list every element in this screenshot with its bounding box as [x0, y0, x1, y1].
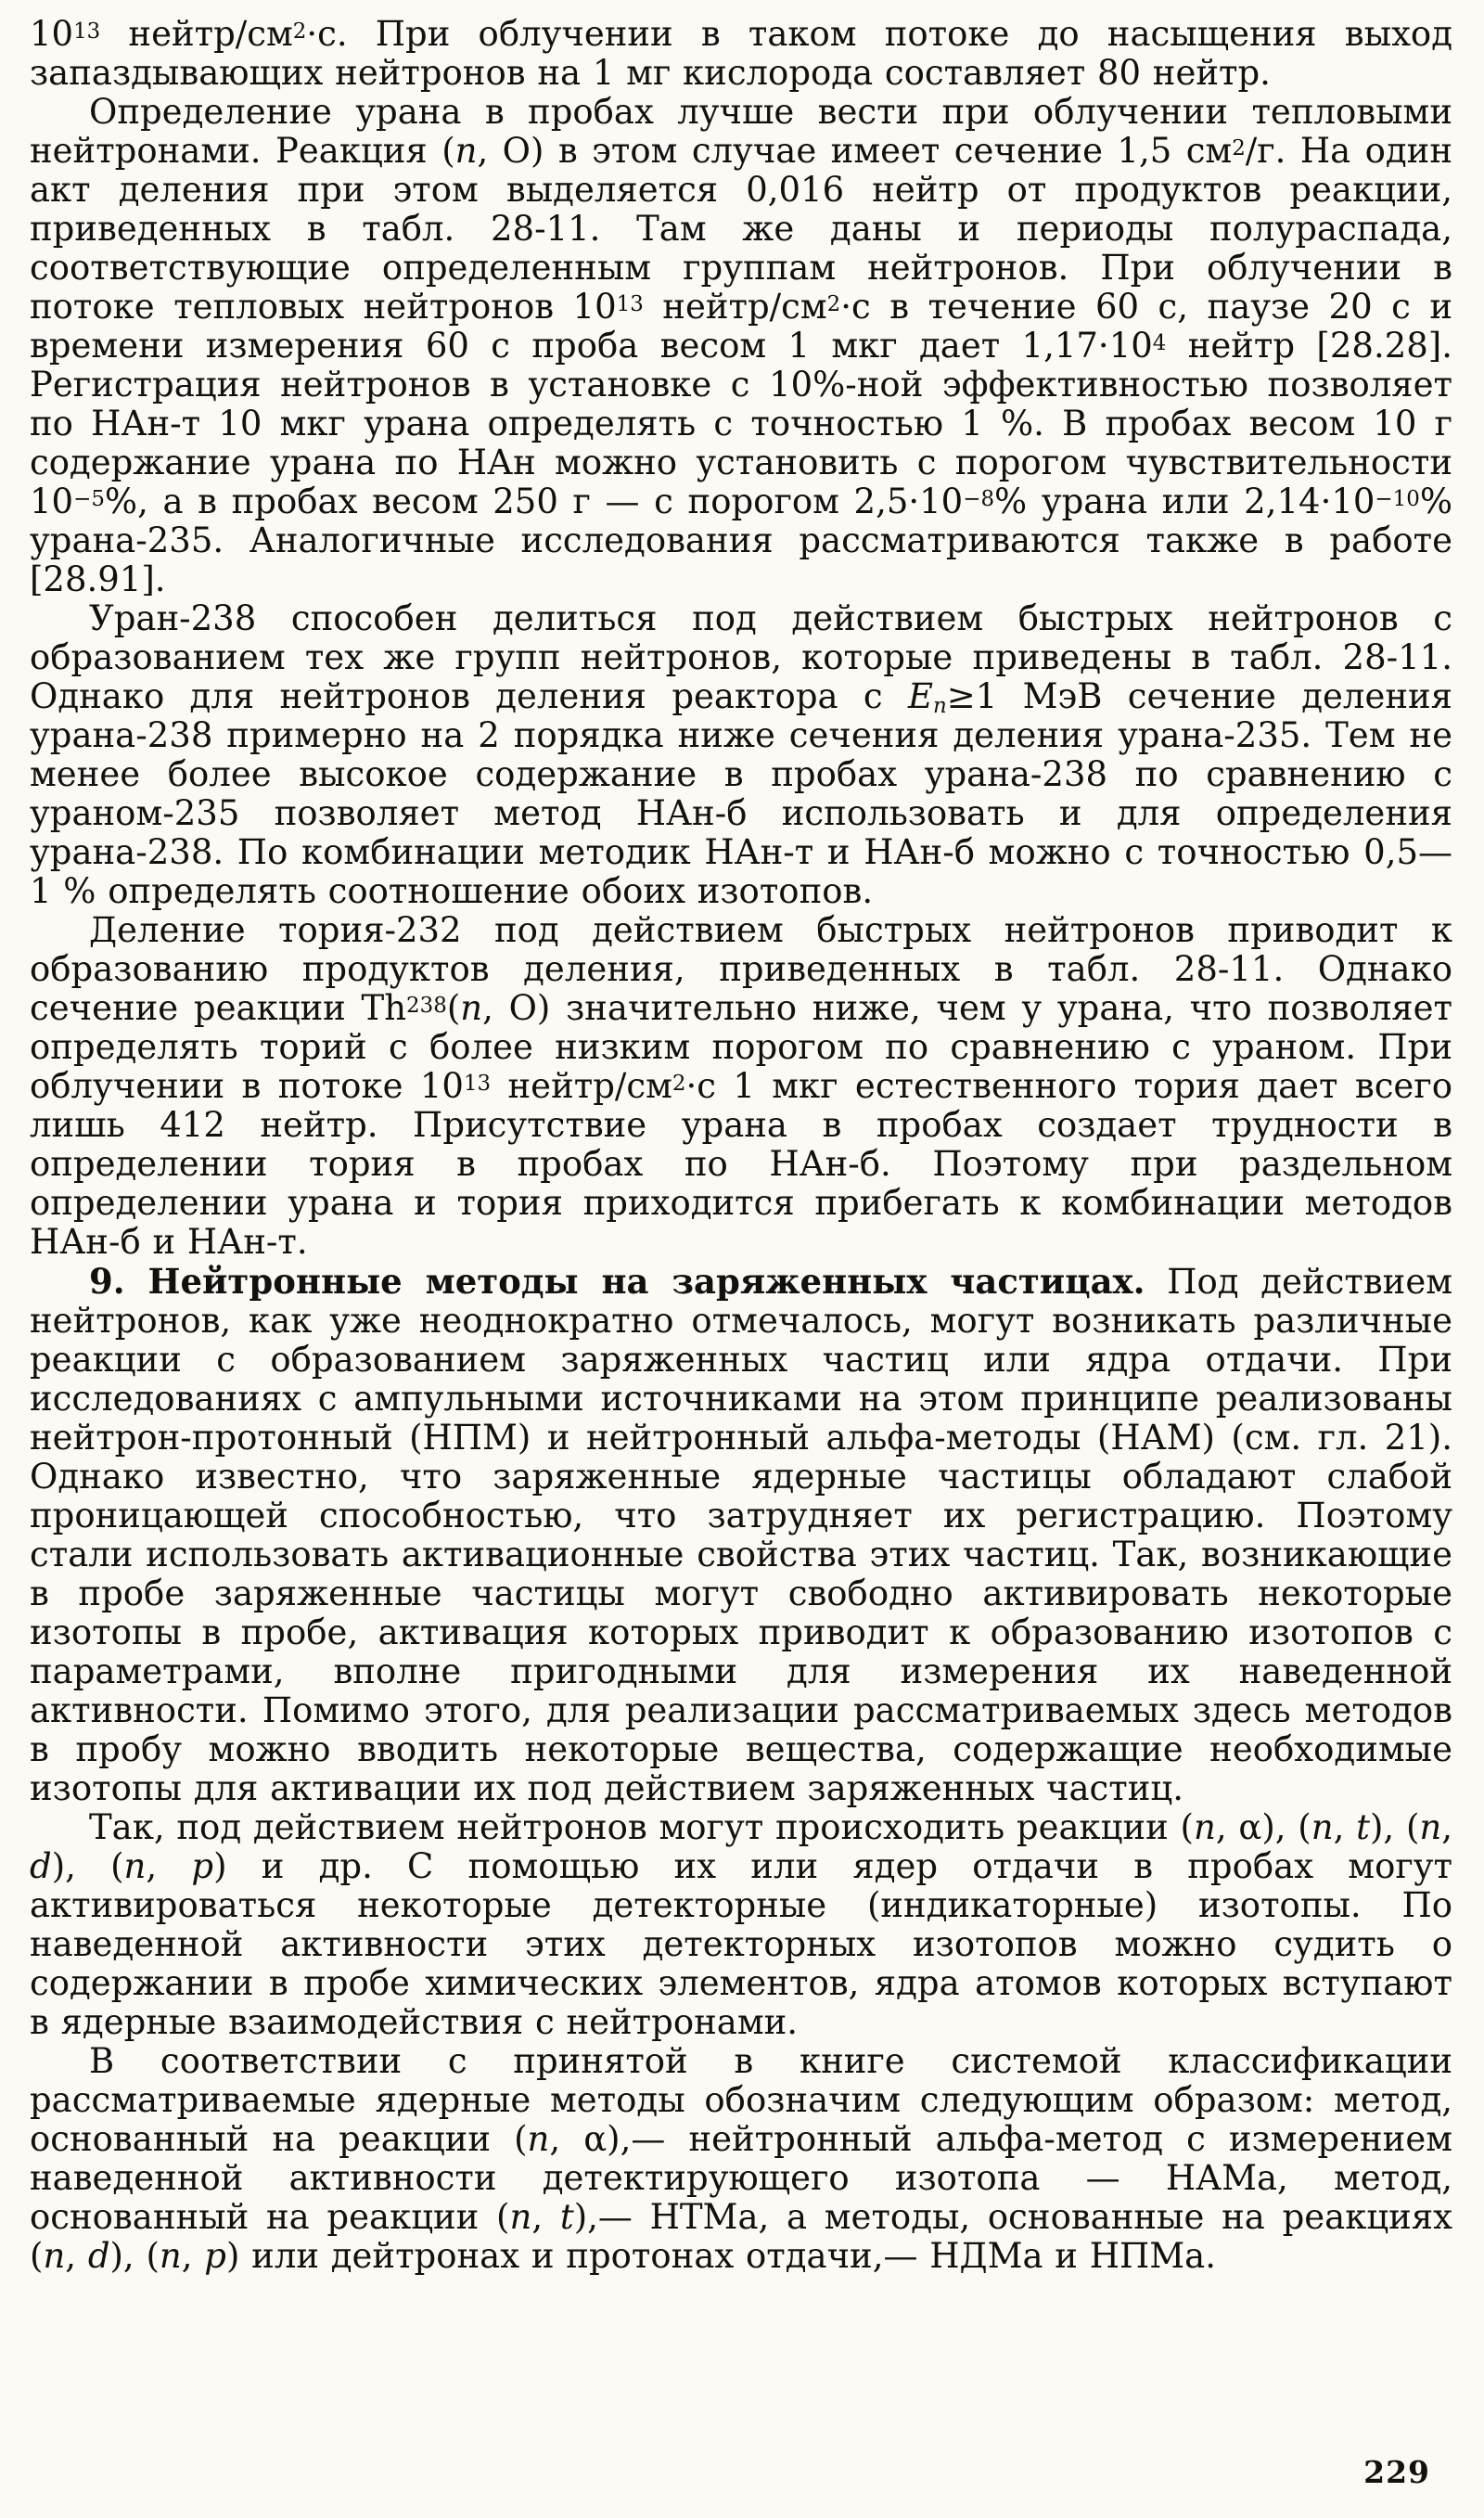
- paragraph-continuation: $10^{13}$ нейтр/$см^2\cdot с$. При облучении в таком потоке до насыщения выход запаздывающих нейтронов на 1 мг кислорода составляет 80 нейтр.: [30, 14, 1452, 93]
- paragraph-section-9-charged-particle-methods: 9. Нейтронные методы на заряженных частицах. Под действием нейтронов, как уже неоднократно отмечалось, могут возникать различные реакции с образованием заряженных частиц или ядра отдачи. При исследованиях с ампульными источниками на этом принципе реализованы нейтрон-протонный (НПМ) и нейтронный альфа-методы (НАМ) (см. гл. 21). Однако известно, что заряженные ядерные частицы обладают слабой проницающей способностью, что затрудняет их регистрацию. Поэтому стали использовать активационные свойства этих частиц. Так, возникающие в пробе заряженные частицы могут свободно активировать некоторые изотопы в пробе, активация которых приводит к образованию изотопов с параметрами, вполне пригодными для измерения их наведенной активности. Помимо этого, для реализации рассматриваемых здесь методов в пробу можно вводить некоторые вещества, содержащие необходимые изотопы для активации их под действием заряженных частиц.: [30, 1261, 1453, 1808]
- paragraph-uranium-238: Уран-238 способен делиться под действием быстрых нейтронов с образованием тех же групп нейтронов, которые приведены в табл. 28-11. Однако для нейтронов деления реактора с $E_n\ge 1$ МэВ сечение деления урана-238 примерно на 2 порядка ниже сечения деления урана-235. Тем не менее более высокое содержание в пробах урана-238 по сравнению с ураном-235 позволяет метод НАн-б использовать и для определения урана-238. По комбинации методик НАн-т и НАн-б можно с точностью 0,5—1 % определять соотношение обоих изотопов.: [30, 598, 1452, 911]
- paragraph-method-classification: В соответствии с принятой в книге системой классификации рассматриваемые ядерные методы обозначим следующим образом: метод, основанный на реакции (n, α),— нейтронный альфа-метод с измерением наведенной активности детектирующего изотопа — НАМа, метод, основанный на реакции (n, t),— НТМа, а методы, основанные на реакциях (n, d), (n, p) или дейтронах и протонах отдачи,— НДМа и НПМа.: [30, 2041, 1452, 2276]
- paragraph-thorium-232: Деление тория-232 под действием быстрых нейтронов приводит к образованию продуктов деления, приведенных в табл. 28-11. Однако сечение реакции Th$^{238}$(n, О) значительно ниже, чем у урана, что позволяет определять торий с более низким порогом по сравнению с ураном. При облучении в потоке $10^{13}$ нейтр/$см^2\cdot с$ 1 мкг естественного тория дает всего лишь 412 нейтр. Присутствие урана в пробах создает трудности в определении тория в пробах по НАн-б. Поэтому при раздельном определении урана и тория приходится прибегать к комбинации методов НАн-б и НАн-т.: [30, 910, 1453, 1262]
- paragraph-uranium-thermal-neutrons: Определение урана в пробах лучше вести при облучении тепловыми нейтронами. Реакция (n, О) в этом случае имеет сечение 1,5 $см^2/г$. На один акт деления при этом выделяется 0,016 нейтр от продуктов реакции, приведенных в табл. 28-11. Там же даны и периоды полураспада, соответствующие определенным группам нейтронов. При облучении в потоке тепловых нейтронов $10^{13}$ нейтр/$см^2\cdot с$ в течение 60 с, паузе 20 с и времени измерения 60 с проба весом 1 мкг дает $1,17\cdot 10^4$ нейтр [28.28]. Регистрация нейтронов в установке с 10%-ной эффективностью позволяет по НАн-т 10 мкг урана определять с точностью 1 %. В пробах весом 10 г содержание урана по НАн можно установить с порогом чувствительности $10^{-5}\%$, а в пробах весом 250 г — с порогом $2,5\cdot 10^{-8}\%$ урана или $2,14\cdot 10^{-10}\%$ урана-235. Аналогичные исследования рассматриваются также в работе [28.91].: [30, 92, 1452, 599]
- paragraph-neutron-reactions: Так, под действием нейтронов могут происходить реакции (n, α), (n, t), (n, d), (n, p) и др. С помощью их или ядер отдачи в пробах могут активироваться некоторые детекторные (индикаторные) изотопы. По наведенной активности этих детекторных изотопов можно судить о содержании в пробе химических элементов, ядра атомов которых вступают в ядерные взаимодействия с нейтронами.: [30, 1807, 1452, 2042]
- page-number: 229: [1363, 2454, 1430, 2490]
- body-text: [30, 15, 1452, 2276]
